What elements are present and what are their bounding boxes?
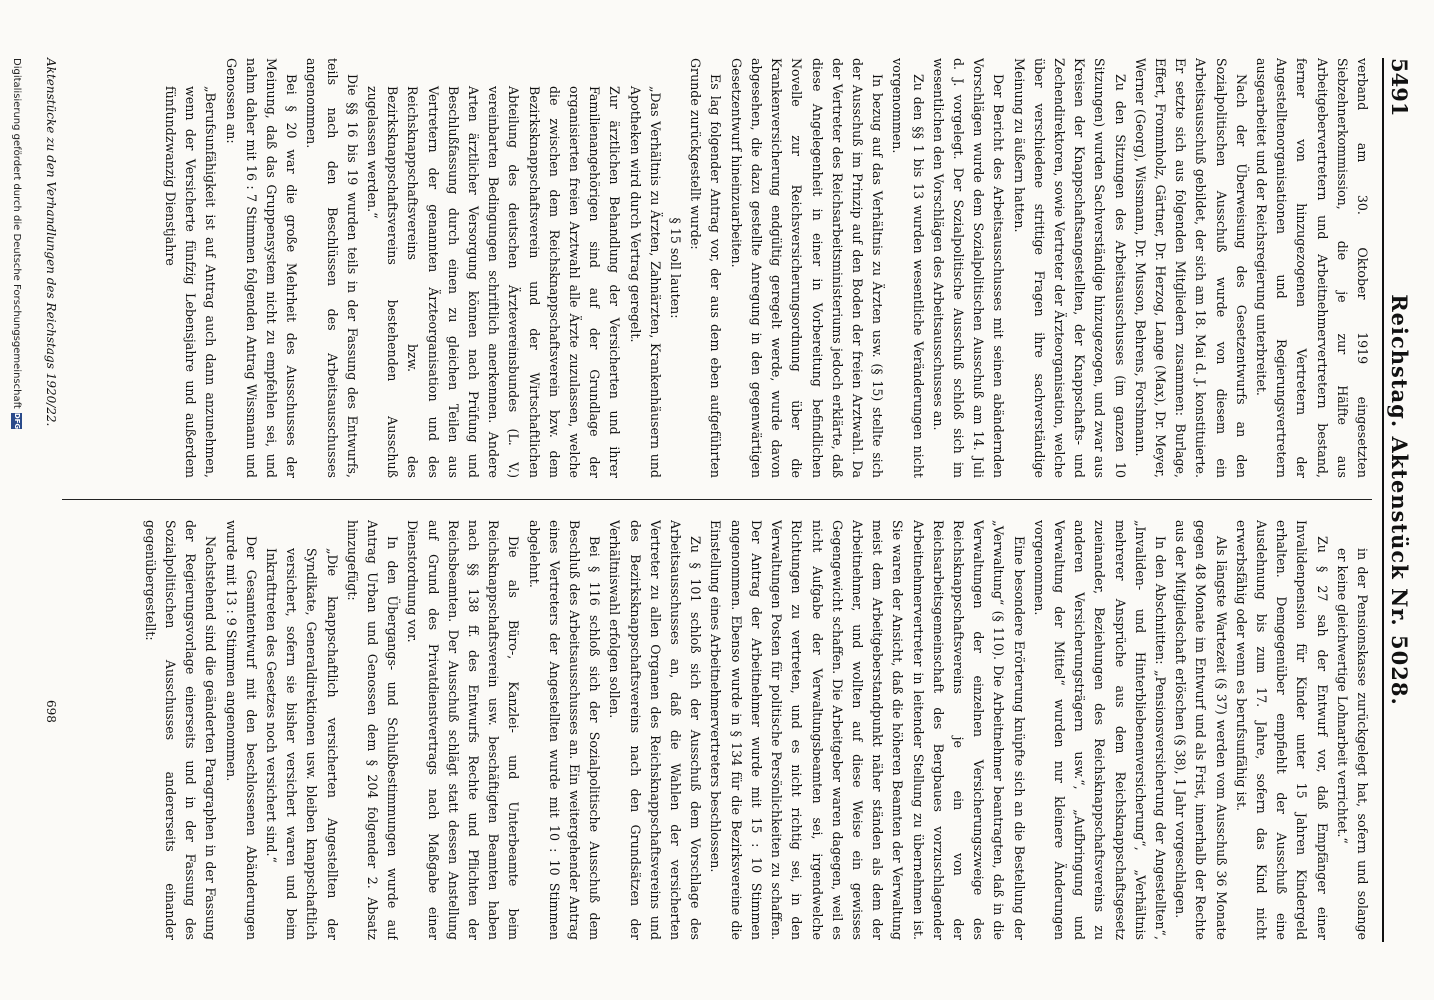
left-column — [62, 58, 1372, 478]
paragraph: Der Bericht des Arbeitsausschusses mit seinen abändernden Vorschlägen wurde dem Sozialpolitischen Ausschuß am 14. Juli d. J. vorgelegt. Der Sozialpolitische Ausschuß schloß sich im wesentlichen den Vorschlägen des Arbeitsausschusses an. — [930, 58, 1007, 478]
paragraph: „Berufsunfähigkeit ist auf Antrag auch dann anzunehmen, wenn der Versicherte fünfzig Lebensjahre und außerdem fünfundzwanzig Dienstjahre — [163, 86, 219, 478]
digitization-note — [11, 58, 22, 429]
paragraph: Zu § 27 sah der Entwurf vor, daß Empfänger einer Invalidenpension für Kinder unter 15 Jahren Kindergeld erhalten. Demgegenüber empfiehlt der Ausschuß eine Ausdehnung bis zum 17. Jahre, sofern das Kind nicht erwerbsfähig oder wenn es berufsunfähig ist. — [1233, 520, 1330, 940]
source-footer: Aktenstücke zu den Verhandlungen des Reichstags 1920/22. — [44, 58, 58, 427]
paragraph: Der Gesamtentwurf mit den beschlossenen Abänderungen wurde mit 13 : 9 Stimmen angenommen. — [223, 520, 259, 940]
page-number: 5491 — [1387, 58, 1412, 117]
paragraph: Nach der Überweisung des Gesetzentwurfs an den Sozialpolitischen Ausschuß wurde von diesem ein Arbeitsausschuß gebildet, der sich am 18. Mai d. J. konstituierte. Er setzte sich aus folgenden Mitgliedern zusammen: Burlage, Effert, Frommholz, Gärtner, Dr. Herzog, Lange (Max), Dr. Meyer, Werner (Georg), Wissmann, Dr. Musson, Behrens, Forshmann. — [1132, 58, 1249, 478]
bottom-page-mark: 698 — [44, 700, 58, 723]
paragraph: In den Abschnitten: „Pensionsversicherung der Angestellten“, „Invaliden- und Hinterbliebenenversicherung“, „Verhältnis mehrerer Ansprüche aus dem Reichsknappschaftsgesetz zueinander, Beziehungen des Reichsknappschaftsvereins zu anderen Versicherungsträgern usw.“, „Aufbringung und Verwaltung der Mittel“ wurden nur kleinere Änderungen vorgenommen. — [1031, 520, 1168, 940]
dfg-logo-icon: DFG — [13, 412, 21, 430]
paragraph: Eine besondere Erörterung knüpfte sich an die Bestellung der „Verwaltung“ (§ 110). Die Arbeitnehmer beantragten, daß in die Verwaltungen der einzelnen Versicherungszweige des Reichsknappschaftsvereins je ein von der Reichsarbeitsgemeinschaft des Bergbaues vorzuschlagender Arbeitnehmervertreter in leitender Stellung zu übernehmen ist. Sie waren der Ansicht, daß die höheren Beamten der Verwaltung meist dem Arbeitgeberstandpunkt näher ständen als dem der Arbeitnehmer, und wollten auf diese Weise ein gewisses Gegengewicht schaffen. Die Arbeitgeber waren dagegen, weil es nicht Aufgabe der Verwaltungsbeamten sei, irgendwelche Richtungen zu vertreten, und es nicht richtig sei, in den Verwaltungen Posten für politische Persönlichkeiten zu schaffen. Der Antrag der Arbeitnehmer wurde mit 15 : 10 Stimmen angenommen. Ebenso wurde in § 134 für die Bezirksvereine die Einstellung eines Arbeitnehmervertreters beschlossen. — [708, 520, 1027, 940]
paragraph: „Die knappschaftlich versicherten Angestellten der Syndikate, Generaldirektionen usw. bleiben knappschaftlich versichert, sofern sie bisher versichert waren und beim Inkrafttreten des Gesetzes noch versichert sind.“ — [264, 548, 340, 940]
paragraph: In bezug auf das Verhältnis zu Ärzten usw. (§ 15) stellte sich der Ausschuß im Prinzip auf den Boden der freien Arztwahl. Da der Vertreter des Reichsarbeitsministeriums jedoch erklärte, daß diese Angelegenheit in einer in Vorbereitung befindlichen Novelle zur Reichsversicherungsordnung über die Krankenversicherung endgültig geregelt werde, wurde davon abgesehen, die dazu gestellte Anregung in den gegenwärtigen Gesetzentwurf hineinzuarbeiten. — [728, 58, 886, 478]
paragraph: Bei § 116 schloß sich der Sozialpolitische Ausschuß dem Beschluß des Arbeitsausschusses an. Ein weitergehender Antrag eines Vertreters der Angestellten wurde mit 10 : 10 Stimmen abgelehnt. — [526, 520, 603, 940]
digitization-text: Digitalisierung gefördert durch die Deutsche Forschungsgemeinschaft — [11, 58, 22, 409]
paragraph: Zur ärztlichen Behandlung der Versicherten und ihrer Familienangehörigen sind auf der Grundlage der organisierten freien Arztwahl alle Ärzte zuzulassen, welche die zwischen dem Reichsknappschaftsverein bzw. dem Bezirksknappschaftsverein und der Wirtschaftlichen Abteilung des deutschen Ärztevereinsbundes (L. V.) vereinbarten Bedingungen schriftlich anerkennen. Andere Arten ärztlicher Versorgung können nach Prüfung und Beschlußfassung durch einen zu gleichen Teilen aus Vertretern der genannten Ärzteorganisation und des Reichsknappschaftsvereins bzw. des Bezirksknappschaftsvereins bestehenden Ausschuß zugelassen werden.“ — [365, 86, 623, 478]
paragraph: Zu den Sitzungen des Arbeitsausschusses (im ganzen 10 Sitzungen) wurden Sachverständige hinzugezogen, und zwar aus Kreisen der Knappschaftsangestellten, der Knappschafts- und Zechendirektoren, sowie Vertreter der Ärzteorganisation, welche über verschiedene strittige Fragen ihre sachverständige Meinung zu äußern hatten. — [1011, 58, 1128, 478]
column-divider — [62, 499, 1372, 500]
paragraph: in der Pensionskasse zurückgelegt hat, sofern und solange er keine gleichwertige Lohnarbeit verrichtet.“ — [1334, 548, 1370, 940]
paragraph: Es lag folgender Antrag vor, der aus dem eben aufgeführten Grunde zurückgestellt wurde: — [688, 58, 724, 478]
paragraph: „Das Verhältnis zu Ärzten, Zahnärzten, Krankenhäusern und Apotheken wird durch Vertrag geregelt. — [627, 86, 663, 478]
paragraph: Die §§ 16 bis 19 wurden teils in der Fassung des Entwurfs, teils nach den Beschlüssen des Arbeitsausschusses angenommen. — [304, 58, 360, 478]
paragraph: Bei § 20 war die große Mehrheit des Ausschusses der Meinung, daß das Gruppensystem nicht zu empfehlen sei, und nahm daher mit 16 : 7 Stimmen folgenden Antrag Wissmann und Genossen an: — [223, 58, 300, 478]
paragraph: Die als Büro-, Kanzlei- und Unterbeamte beim Reichsknappschaftsverein usw. beschäftigten Beamten haben nach §§ 138 ff. des Entwurfs Rechte und Pflichten der Reichsbeamten. Der Ausschuß schlägt statt dessen Anstellung auf Grund des Privatdienstvertrags nach Maßgabe einer Dienstordnung vor. — [405, 520, 522, 940]
paragraph: Nachstehend sind die geänderten Paragraphen in der Fassung der Regierungsvorlage einerseits und in der Fassung des Sozialpolitischen Ausschusses andererseits einander gegenübergestellt: — [142, 520, 219, 940]
paragraph: Als längste Wartezeit (§ 37) werden vom Ausschuß 36 Monate gegen 48 Monate im Entwurf und als Frist, innerhalb der Rechte aus der Mitgliedschaft erlöschen (§ 38), 1 Jahr vorgeschlagen. — [1173, 520, 1229, 940]
page-header — [1382, 58, 1414, 942]
paragraph: § 15 soll lauten: — [668, 217, 684, 319]
paragraph: In den Übergangs- und Schlußbestimmungen wurde auf Antrag Urban und Genossen dem § 204 folgender 2. Absatz hinzugefügt: — [344, 520, 401, 940]
page-title: Reichstag. Aktenstück Nr. 5028. — [1387, 294, 1412, 706]
right-column — [62, 520, 1372, 940]
paragraph: Zu § 101 schloß sich der Ausschuß dem Vorschlage des Arbeitsausschusses an, daß die Wahlen der versicherten Vertreter zu allen Organen des Reichsknappschaftsvereins und des Bezirksknappschaftsvereins nach den Grundsätzen der Verhältniswahl erfolgen sollen. — [607, 520, 704, 940]
paragraph: Zu den §§ 1 bis 13 wurden wesentliche Veränderungen nicht vorgenommen. — [890, 58, 926, 478]
paragraph: verband am 30. Oktober 1919 eingesetzten Siebzehnerkommission, die je zur Hälfte aus Arbeitgebervertretern und Arbeitnehmervertretern bestand, ferner von hinzugezogenen Vertretern der Angestelltenorganisationen und Regierungsvertretern ausgearbeitet und der Reichsregierung unterbreitet. — [1253, 58, 1370, 478]
